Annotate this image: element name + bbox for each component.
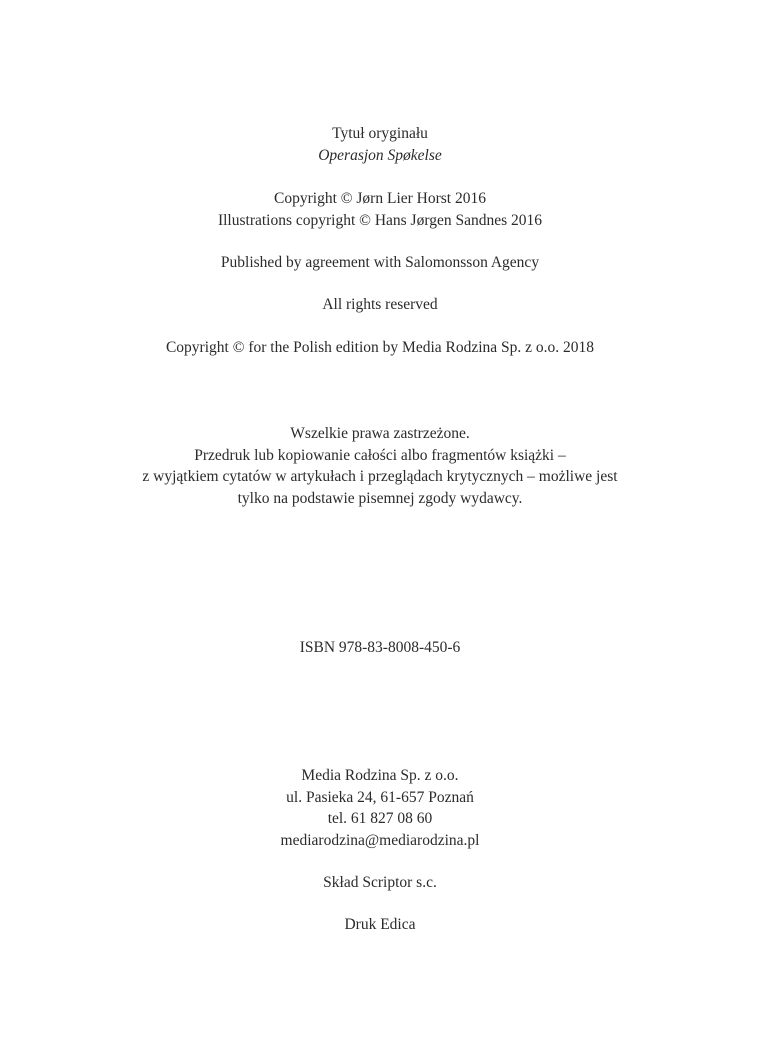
- all-rights-reserved: All rights reserved: [322, 296, 438, 313]
- publisher-phone: tel. 61 827 08 60: [327, 810, 433, 827]
- notice-line: tylko na podstawie pisemnej zgody wydawcy.: [237, 489, 523, 507]
- printing: Druk Edica: [344, 916, 416, 933]
- published-by: Published by agreement with Salomonsson Agency: [220, 254, 540, 271]
- copyright-block: [0, 188, 760, 231]
- notice-line: Wszelkie prawa zastrzeżone.: [290, 425, 470, 442]
- notice-line: Przedruk lub kopiowanie całości albo fragmentów książki –: [194, 446, 566, 464]
- notice-line: z wyjątkiem cytatów w artykułach i przeglądach krytycznych – możliwe jest: [142, 468, 618, 485]
- published-by-block: [0, 252, 760, 274]
- all-rights-block: [0, 294, 760, 316]
- isbn: ISBN 978-83-8008-450-6: [299, 639, 461, 656]
- typesetting-block: [0, 872, 760, 894]
- printing-block: [0, 914, 760, 936]
- publisher-email: mediarodzina@mediarodzina.pl: [280, 831, 480, 849]
- original-title-block: [0, 123, 760, 166]
- original-title: Operasjon Spøkelse: [318, 146, 442, 164]
- publisher-address: ul. Pasieka 24, 61-657 Poznań: [286, 788, 474, 806]
- publisher-block: [0, 765, 760, 851]
- publisher-name: Media Rodzina Sp. z o.o.: [301, 767, 459, 784]
- polish-edition-copyright: Copyright © for the Polish edition by Media Rodzina Sp. z o.o. 2018: [165, 339, 595, 356]
- typesetting: Skład Scriptor s.c.: [323, 874, 437, 891]
- polish-copyright-block: [0, 337, 760, 359]
- original-title-label: Tytuł oryginału: [332, 125, 428, 142]
- illustrations-copyright: Illustrations copyright © Hans Jørgen Sandnes 2016: [217, 211, 543, 229]
- rights-notice-block: [0, 423, 760, 509]
- isbn-block: [0, 637, 760, 659]
- author-copyright: Copyright © Jørn Lier Horst 2016: [274, 190, 486, 207]
